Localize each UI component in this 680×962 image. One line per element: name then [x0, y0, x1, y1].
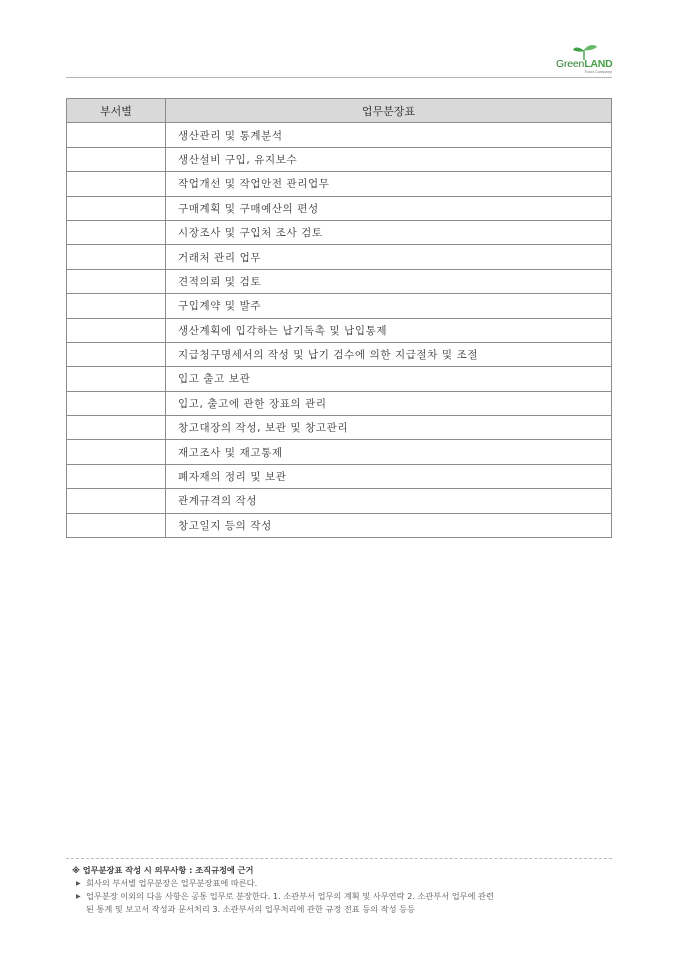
duty-cell: 작업개선 및 작업안전 관리업무 — [166, 172, 612, 196]
table-row — [67, 196, 612, 220]
dept-cell — [67, 196, 166, 220]
dept-cell — [67, 245, 166, 269]
note-text: 회사의 부서별 업무분장은 업무분장표에 따른다. — [86, 878, 258, 888]
company-logo — [556, 44, 612, 76]
dept-cell — [67, 440, 166, 464]
notes-title: ※ 업무분장표 작성 시 의무사항 : 조직규정에 근거 — [72, 865, 254, 875]
table-row — [67, 440, 612, 464]
dept-cell — [67, 318, 166, 342]
duty-cell: 재고조사 및 재고통제 — [166, 440, 612, 464]
dept-cell — [67, 294, 166, 318]
table-row — [67, 147, 612, 171]
dept-cell — [67, 123, 166, 147]
table-row — [67, 342, 612, 366]
table-row — [67, 464, 612, 488]
duty-cell: 창고대장의 작성, 보관 및 창고관리 — [166, 416, 612, 440]
dept-cell — [67, 342, 166, 366]
duty-cell: 관계규격의 작성 — [166, 489, 612, 513]
duty-cell: 창고일지 등의 작성 — [166, 513, 612, 537]
footer-divider — [66, 858, 612, 859]
triangle-bullet-icon: ▶ — [76, 893, 81, 900]
table-row — [67, 172, 612, 196]
duty-cell: 거래처 관리 업무 — [166, 245, 612, 269]
duty-table — [66, 98, 612, 538]
footer-notes — [72, 864, 612, 916]
duty-cell: 입고 출고 보관 — [166, 367, 612, 391]
table-header-row — [67, 99, 612, 123]
table-row — [67, 220, 612, 244]
dept-cell — [67, 513, 166, 537]
table-row — [67, 489, 612, 513]
dept-cell — [67, 172, 166, 196]
table-row — [67, 269, 612, 293]
table-row — [67, 513, 612, 537]
duty-cell: 생산계획에 입각하는 납기독촉 및 납입통제 — [166, 318, 612, 342]
dept-cell — [67, 269, 166, 293]
triangle-bullet-icon: ▶ — [76, 880, 81, 887]
logo-word-land: LAND — [584, 58, 613, 70]
duty-cell: 구매계획 및 구매예산의 편성 — [166, 196, 612, 220]
note-item — [72, 877, 612, 890]
duty-cell: 시장조사 및 구입처 조사 검토 — [166, 220, 612, 244]
note-item — [72, 890, 612, 903]
logo-word-green: Green — [556, 58, 585, 70]
table-row — [67, 318, 612, 342]
duty-cell: 생산관리 및 통계분석 — [166, 123, 612, 147]
table-row — [67, 416, 612, 440]
header-divider — [66, 77, 612, 78]
table-row — [67, 367, 612, 391]
dept-cell — [67, 416, 166, 440]
duty-cell: 견적의뢰 및 검토 — [166, 269, 612, 293]
duty-column-header: 업무분장표 — [166, 99, 612, 123]
duty-cell: 지급청구명세서의 작성 및 납기 검수에 의한 지급절차 및 조절 — [166, 342, 612, 366]
duty-cell: 입고, 출고에 관한 장표의 관리 — [166, 391, 612, 415]
duty-cell: 생산설비 구입, 유지보수 — [166, 147, 612, 171]
duty-cell: 폐자재의 정리 및 보관 — [166, 464, 612, 488]
note-text: 업무분장 이외의 다음 사항은 공통 업무로 분장한다. 1. 소관부서 업무의 계획 및 사무연락 2. 소관부서 업무에 관련 — [86, 891, 494, 901]
table-row — [67, 245, 612, 269]
duty-cell: 구입계약 및 발주 — [166, 294, 612, 318]
dept-cell — [67, 489, 166, 513]
dept-cell — [67, 220, 166, 244]
table-row — [67, 391, 612, 415]
logo-subtitle: Food Company — [584, 69, 612, 74]
dept-cell — [67, 367, 166, 391]
dept-cell — [67, 147, 166, 171]
dept-column-header: 부서별 — [67, 99, 166, 123]
note-text-continuation: 된 통계 및 보고서 작성과 문서처리 3. 소관부서의 업무처리에 관한 규정 전표 등의 작성 등등 — [86, 904, 415, 914]
dept-cell — [67, 391, 166, 415]
dept-cell — [67, 464, 166, 488]
table-row — [67, 123, 612, 147]
table-row — [67, 294, 612, 318]
